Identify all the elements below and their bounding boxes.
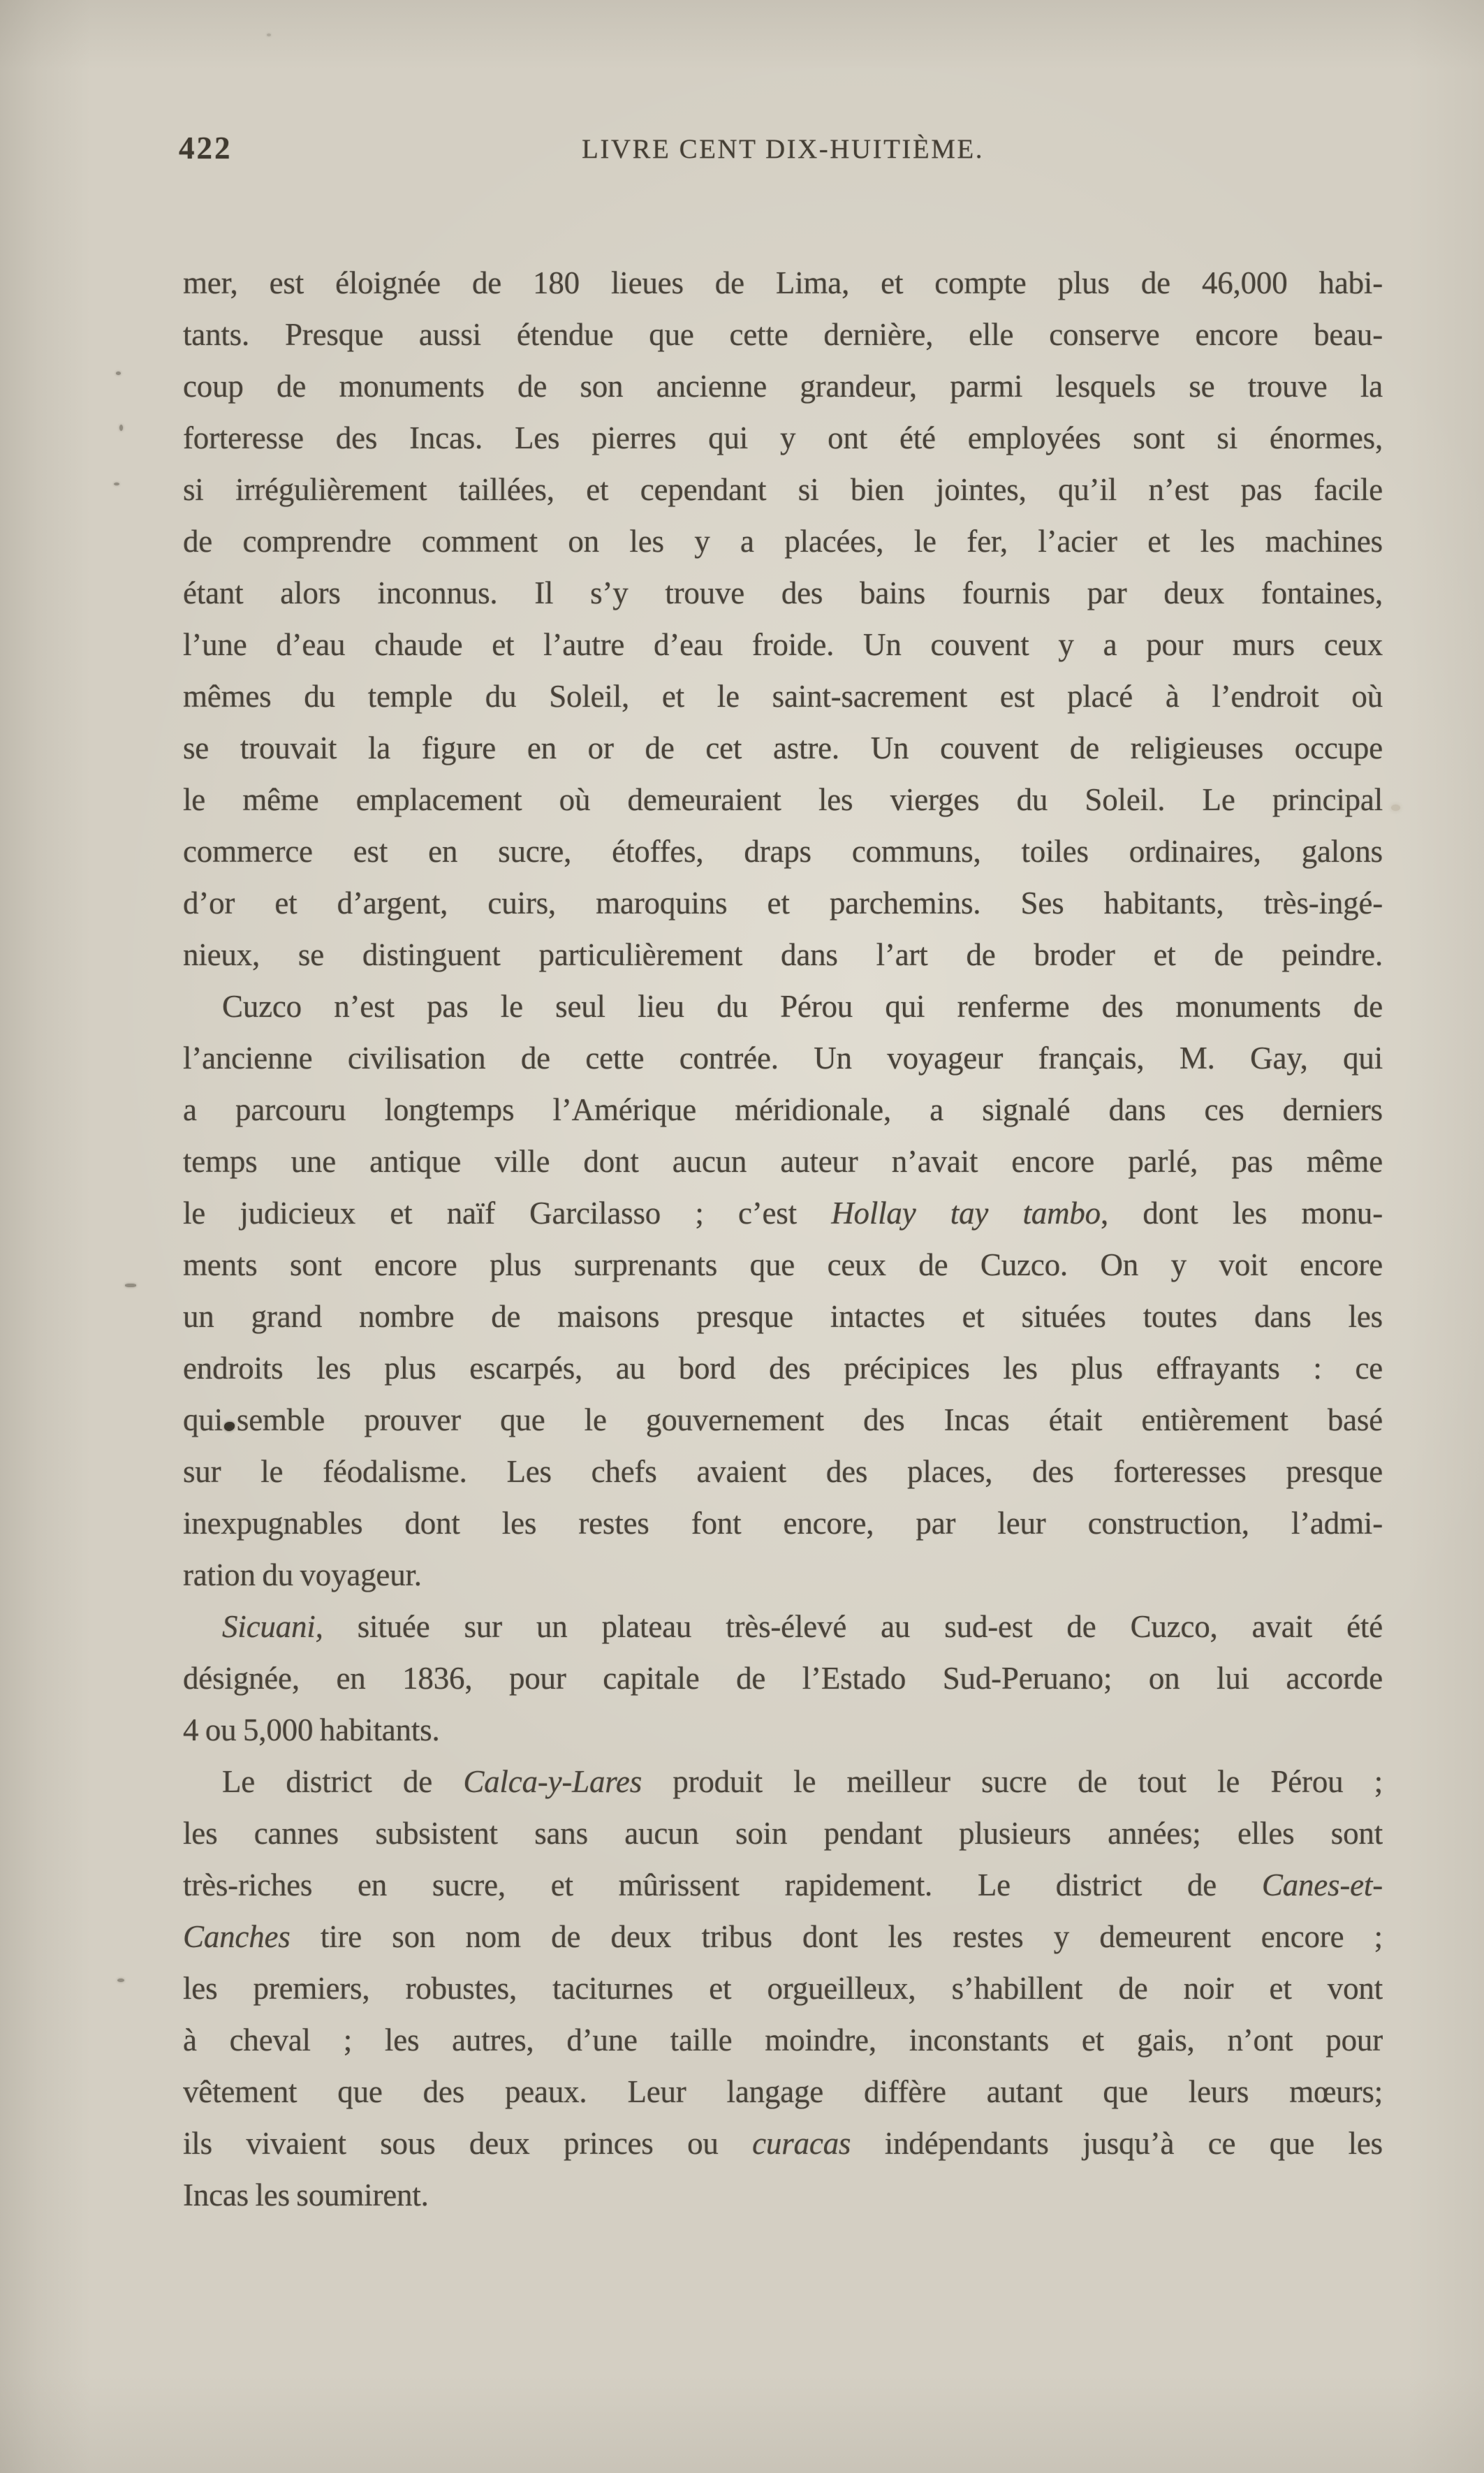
text-segment: , dont les monu- bbox=[1100, 1196, 1383, 1231]
text-line: mêmes du temple du Soleil, et le saint-sacrement est placé à l’endroit où bbox=[183, 679, 1383, 714]
text-line: se trouvait la figure en or de cet astre. Un couvent de religieuses occupe bbox=[183, 731, 1383, 765]
text-line: coup de monuments de son ancienne grandeur, parmi lesquels se trouve la bbox=[183, 369, 1383, 404]
paragraph bbox=[183, 257, 1383, 981]
text-line: endroits les plus escarpés, au bord des précipices les plus effrayants : ce bbox=[183, 1351, 1383, 1386]
text-line: ration du voyageur. bbox=[183, 1557, 422, 1592]
text-segment: tire son nom de deux tribus dont les restes y demeurent encore ; bbox=[290, 1919, 1383, 1954]
foxing-spot bbox=[1391, 805, 1400, 811]
scan-speck bbox=[119, 425, 123, 431]
text-line: un grand nombre de maisons presque intactes et situées toutes dans les bbox=[183, 1299, 1383, 1334]
text-segment: située sur un plateau très-élevé au sud-est de Cuzco, avait été bbox=[323, 1609, 1383, 1644]
scan-speck bbox=[114, 483, 119, 485]
page-text bbox=[183, 257, 1383, 2221]
paragraph bbox=[183, 1601, 1383, 1756]
text-line: Incas les soumirent. bbox=[183, 2178, 429, 2213]
text-line: temps une antique ville dont aucun auteur n’avait encore parlé, pas même bbox=[183, 1144, 1383, 1179]
text-line: d’or et d’argent, cuirs, maroquins et parchemins. Ses habitants, très-ingé- bbox=[183, 886, 1383, 920]
text-line: les cannes subsistent sans aucun soin pendant plusieurs années; elles sont bbox=[183, 1816, 1383, 1851]
text-segment: semble prouver que le gouvernement des Incas était entièrement basé bbox=[236, 1402, 1383, 1437]
text-line: les premiers, robustes, taciturnes et orgueilleux, s’habillent de noir et vont bbox=[183, 1971, 1383, 2006]
text-segment: très-riches en sucre, et mûrissent rapidement. Le district de bbox=[183, 1867, 1262, 1902]
page-number: 422 bbox=[179, 131, 233, 166]
paragraph bbox=[183, 1756, 1383, 2221]
text-line: étant alors inconnus. Il s’y trouve des bains fournis par deux fontaines, bbox=[183, 575, 1383, 610]
text-line: si irrégulièrement taillées, et cependant si bien jointes, qu’il n’est pas facile bbox=[183, 472, 1383, 507]
text-segment: produit le meilleur sucre de tout le Pérou ; bbox=[642, 1764, 1383, 1799]
text-line: l’ancienne civilisation de cette contrée. Un voyageur français, M. Gay, qui bbox=[183, 1041, 1383, 1076]
italic-term: curacas bbox=[752, 2126, 851, 2161]
text-line: désignée, en 1836, pour capitale de l’Estado Sud-Peruano; on lui accorde bbox=[183, 1661, 1383, 1696]
text-line bbox=[183, 1187, 1383, 1239]
scan-speck bbox=[117, 1979, 124, 1982]
running-title: LIVRE CENT DIX-HUITIÈME. bbox=[582, 134, 984, 164]
italic-place-name: Sicuani, bbox=[222, 1609, 323, 1644]
scan-speck bbox=[116, 372, 121, 375]
text-line: mer, est éloignée de 180 lieues de Lima, et compte plus de 46,000 habi- bbox=[183, 265, 1383, 300]
text-segment: qui bbox=[183, 1402, 223, 1437]
text-line: nieux, se distinguent particulièrement dans l’art de broder et de peindre. bbox=[183, 937, 1383, 972]
ink-blot-artifact bbox=[224, 1422, 235, 1431]
italic-place-name: Calca-y-Lares bbox=[463, 1764, 642, 1799]
text-line: Cuzco n’est pas le seul lieu du Pérou qui renferme des monuments de bbox=[222, 989, 1383, 1024]
scan-speck bbox=[125, 1284, 136, 1287]
text-line: vêtement que des peaux. Leur langage diffère autant que leurs mœurs; bbox=[183, 2074, 1383, 2109]
text-line: ments sont encore plus surprenants que ceux de Cuzco. On y voit encore bbox=[183, 1247, 1383, 1282]
text-segment: indépendants jusqu’à ce que les bbox=[851, 2126, 1383, 2161]
text-line: tants. Presque aussi étendue que cette dernière, elle conserve encore beau- bbox=[183, 317, 1383, 352]
scan-speck bbox=[267, 34, 271, 36]
text-line bbox=[183, 1756, 1383, 1807]
italic-place-name: Canches bbox=[183, 1919, 291, 1954]
text-line: forteresse des Incas. Les pierres qui y ont été employées sont si énormes, bbox=[183, 420, 1383, 455]
text-line: de comprendre comment on les y a placées, le fer, l’acier et les machines bbox=[183, 524, 1383, 559]
text-segment: le judicieux et naïf Garcilasso ; c’est bbox=[183, 1196, 832, 1231]
text-line bbox=[183, 1911, 1383, 1962]
italic-place-name: Hollay tay tambo bbox=[831, 1196, 1101, 1231]
text-line: sur le féodalisme. Les chefs avaient des places, des forteresses presque bbox=[183, 1454, 1383, 1489]
text-line bbox=[183, 1859, 1383, 1911]
text-segment: ils vivaient sous deux princes ou bbox=[183, 2126, 753, 2161]
italic-place-name: Canes-et- bbox=[1261, 1867, 1383, 1902]
text-line: a parcouru longtemps l’Amérique méridionale, a signalé dans ces derniers bbox=[183, 1092, 1383, 1127]
text-line: l’une d’eau chaude et l’autre d’eau froide. Un couvent y a pour murs ceux bbox=[183, 627, 1383, 662]
text-segment: Le district de bbox=[222, 1764, 464, 1799]
text-line: commerce est en sucre, étoffes, draps communs, toiles ordinaires, galons bbox=[183, 834, 1383, 869]
text-line bbox=[183, 1394, 1383, 1446]
text-line: inexpugnables dont les restes font encore, par leur construction, l’admi- bbox=[183, 1506, 1383, 1541]
paragraph bbox=[183, 981, 1383, 1601]
text-line: 4 ou 5,000 habitants. bbox=[183, 1712, 440, 1747]
text-line bbox=[183, 2118, 1383, 2169]
text-line: à cheval ; les autres, d’une taille moindre, inconstants et gais, n’ont pour bbox=[183, 2023, 1383, 2057]
text-line bbox=[183, 1601, 1383, 1652]
text-line: le même emplacement où demeuraient les vierges du Soleil. Le principal bbox=[183, 782, 1383, 817]
